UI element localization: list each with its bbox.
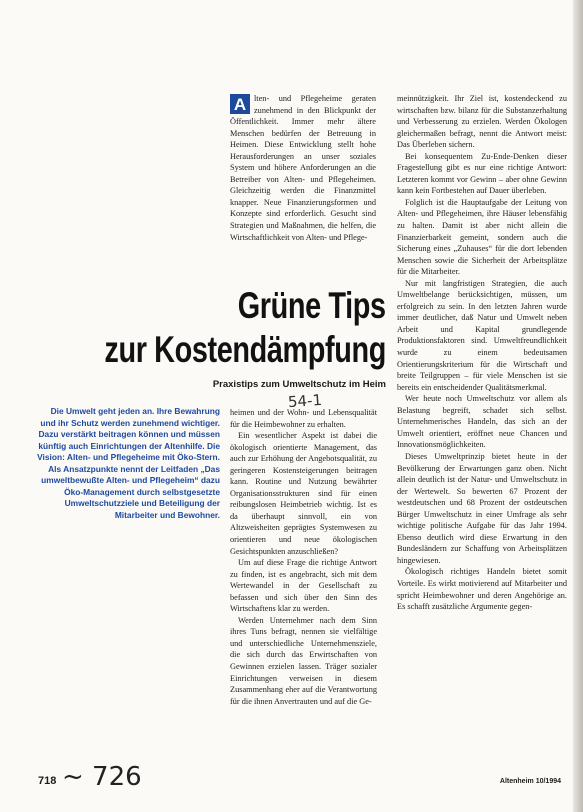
article-column-middle (230, 407, 377, 707)
drop-cap: A (230, 94, 250, 114)
publication-source: Altenheim 10/1994 (499, 778, 561, 785)
paragraph: Nur mit langfristigen Strategien, die auch Umweltbelange berücksichtigen, müssen, um erfolgreich zu sein. In den letzten Jahren wurde immer deutlicher, daß Natur und Umwelt neben Arbeit und Kapital grundlegende Produktionsfaktoren sind. Umweltfreundlichkeit wurde zu einem bedeutsamen Orientierungskriterium für die Wirtschaft und breite Teilgruppen – für viele Menschen ist sie bereits ein entscheidender Qualitätsmerkmal. (397, 278, 567, 392)
paragraph: Wer heute noch Umweltschutz vor allem als Belastung begreift, schadet sich selbst. Unternehmerisches Handeln, das sich an der Umwelt orientiert, eröffnet neue Chancen und Innovationsmöglichkeiten. (397, 394, 567, 450)
article-intro: Die Umwelt geht jeden an. Ihre Bewahrung und ihr Schutz werden zunehmend wichtiger. Dazu verstärkt beitragen können und müssen künftig auch Einrichtungen der Altenhilfe. Die Vision: Alten- und Pflegeheime mit Öko-Stern. Als Ansatzpunkte nennt der Leitfaden „Das umweltbewußte Alten- und Pflegeheim“ dazu Öko-Management durch selbstgesetzte Umweltschutzziele und Beteiligung der Mitarbeiter und Bewohner. (37, 406, 220, 520)
paragraph: Werden Unternehmer nach dem Sinn ihres Tuns befragt, nennen sie vielfältige und unterschiedliche Unternehmensziele, die sich durch das Erwirtschaften von Gewinnen erzielen lassen. Träger sozialer Einrichtungen verweisen in diesem Zusammenhang eher auf die Verantwortung für die ihnen Anvertrauten und auf die Ge- (230, 615, 377, 706)
paragraph: lten- und Pflegeheime geraten zunehmend in den Blickpunkt der Öffentlichkeit. Immer mehr ältere Menschen bedürfen der Betreuung in Heimen. Diese Entwicklung stellt hohe Herausforderungen an unser soziales System und höhere Anforderungen an die Betreiber von Alten- und Pflegeheimen. Gleichzeitig werden die Finanzmittel knapper. Neue Finanzierungsformen und Konzepte sind erforderlich. Gesucht sind Strategien und Maßnahmen, die helfen, die Wirtschaftlichkeit von Alten- und Pflege- (230, 94, 376, 242)
handwritten-note: 54-1 (287, 390, 323, 412)
paragraph: Ökologisch richtiges Handeln bietet somit Vorteile. Es wirkt motivierend auf Mitarbeiter und spricht Heimbewohner und deren Angehörige an. Es schafft zusätzliche Argumente gegen- (397, 567, 567, 612)
article-title-line-1: Grüne Tips (238, 285, 386, 326)
article-column-top (230, 93, 376, 243)
paragraph: Bei konsequentem Zu-Ende-Denken dieser Fragestellung gibt es nur eine richtige Antwort: Letzteren kommt vor Gewinn – aber ohne Gewinn kann kein Fortbestehen auf Dauer überleben. (397, 151, 567, 196)
paragraph: Dieses Umweltprinzip bietet heute in der Bevölkerung der Erwartungen ganz oben. Nicht allein deutlich ist der Natur- und Umweltschutz in der Wertewelt. So bewerten 67 Prozent der westdeutschen und 68 Prozent der ostdeutschen Bürger Umweltschutz in einer Umfrage als sehr wichtige politische Aufgabe für das Jahr 1994. Ebenso deutlich wird diese Erwartung in den Bundesländern zur Schaffung von Arbeitsplätzen hingewiesen. (397, 451, 567, 565)
paragraph: Um auf diese Frage die richtige Antwort zu finden, ist es angebracht, sich mit dem Wertewandel in der Gesellschaft zu befassen und sich über den Sinn des Wirtschaftens klar zu werden. (230, 558, 377, 614)
page-number: 718 (38, 775, 57, 787)
paragraph: meinnützigkeit. Ihr Ziel ist, kostendeckend zu wirtschaften bzw. bilanz für die Substanzerhaltung und Verbesserung zu erzielen. Werden Ökologen gleichermaßen befragt, nennt die Antwort meist: Das Überleben sichern. (397, 94, 567, 150)
page-edge-shadow (573, 0, 583, 812)
paragraph: Ein wesentlicher Aspekt ist dabei die ökologisch orientierte Management, das auch zur Erhöhung der Angebotsqualität, zu geringeren Kostensteigerungen beitragen kann. Routine und Nutzung bewährter Organisationsstrukturen sind für einen reibungslosen Heimbetrieb wichtig. Ist es da überhaupt sinnvoll, ein von Altzweisheiten geprägtes Systemwesen zu orientieren und neue ökologischen Gesichtspunkten anzuschließen? (230, 431, 377, 556)
article-subtitle: Praxistips zum Umweltschutz im Heim (212, 379, 386, 390)
paragraph: heimen und der Wohn- und Lebensqualität für die Heimbewohner zu erhalten. (230, 408, 377, 429)
article-column-right (397, 93, 567, 613)
handwritten-page-number: ~ 726 (62, 762, 142, 792)
article-title-line-2: zur Kostendämpfung (104, 329, 386, 370)
paragraph: Folglich ist die Hauptaufgabe der Leitung von Alten- und Pflegeheimen, ihre Häuser lebensfähig zu halten. Damit ist aber nicht allein die Finanzierbarkeit gemeint, sondern auch die Sicherung eines „Zuhauses“ für die dort lebenden Menschen sowie die Sicherheit der Arbeitsplätze für die Mitarbeiter. (397, 197, 567, 277)
